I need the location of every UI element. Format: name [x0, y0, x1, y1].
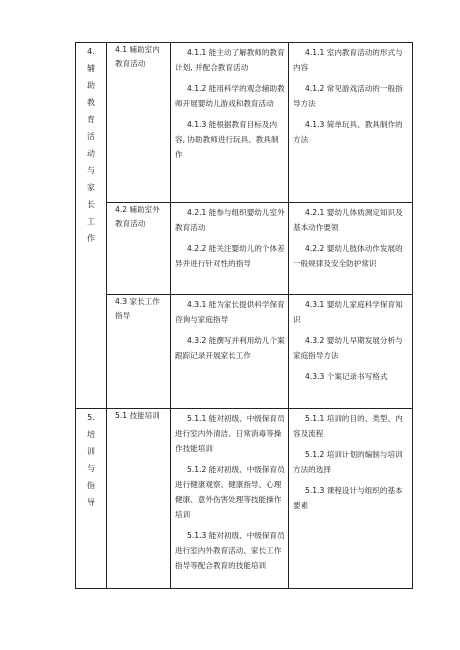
- skills-cell: [171, 203, 289, 295]
- table-row: [76, 295, 413, 409]
- knowledge-cell: [289, 43, 413, 203]
- table-row: [76, 43, 413, 203]
- table-row: [76, 409, 413, 589]
- knowledge-item: 4.3.1 婴幼儿家庭科学保育知识: [293, 300, 403, 324]
- ability-cell: [107, 43, 171, 203]
- ability-label: 4.1 辅助室内教育活动: [115, 45, 160, 68]
- ability-cell: [107, 409, 171, 589]
- skill-item: 4.2.2 能关注婴幼儿的个体差异并进行针对性的指导: [175, 244, 285, 268]
- skill-item: 4.1.1 能主动了解教师的教育计划, 并配合教育活动: [175, 48, 285, 72]
- skill-item: 4.3.2 能撰写并利用幼儿个案跟踪记录开展家长工作: [175, 336, 285, 360]
- category-cell: [76, 409, 107, 589]
- knowledge-item: 5.1.1 培训的目的、类型、内容及流程: [293, 414, 403, 438]
- knowledge-item: 4.2.1 婴幼儿体质测定知识及基本动作要领: [293, 208, 403, 232]
- ability-label: 5.1 技能培训: [115, 411, 160, 420]
- skill-item: 4.2.1 能参与组织婴幼儿室外教育活动: [175, 208, 285, 232]
- knowledge-cell: [289, 295, 413, 409]
- ability-label: 4.2 辅助室外教育活动: [115, 205, 160, 228]
- knowledge-item: 5.1.3 课程设计与组织的基本要素: [293, 486, 403, 510]
- knowledge-cell: [289, 203, 413, 295]
- category-label: 5.培训与指导: [87, 413, 95, 507]
- category-cell: [76, 43, 107, 409]
- knowledge-item: 4.1.1 室内教育活动的形式与内容: [293, 48, 403, 72]
- skill-item: 5.1.1 能对初级、中级保育员进行室内外清洁、日常消毒等操作技能培训: [175, 414, 285, 453]
- table-row: [76, 203, 413, 295]
- category-label: 4.辅助教育活动与家长工作: [87, 47, 95, 243]
- knowledge-cell: [289, 409, 413, 589]
- ability-cell: [107, 295, 171, 409]
- knowledge-item: 4.3.3 个案记录书写格式: [305, 372, 388, 381]
- ability-label: 4.3 家长工作指导: [115, 297, 160, 320]
- skill-item: 4.1.3 能根据教育目标及内容, 协助教师进行玩具、教具制作: [175, 120, 279, 159]
- knowledge-item: 4.1.2 常见游戏活动的一般指导方法: [293, 84, 403, 108]
- knowledge-item: 4.1.3 简单玩具、教具制作的方法: [293, 120, 403, 144]
- skill-item: 4.1.2 能用科学的观念辅助教师开展婴幼儿游戏和教育活动: [175, 84, 285, 108]
- skills-cell: [171, 295, 289, 409]
- ability-cell: [107, 203, 171, 295]
- skills-cell: [171, 409, 289, 589]
- skill-item: 4.3.1 能为家长提供科学保育咨询与家庭指导: [175, 300, 285, 324]
- skill-item: 5.1.3 能对初级、中级保育员进行室内外教育活动、家长工作指导等配合教育的技能培训: [175, 531, 285, 570]
- knowledge-item: 4.2.2 婴幼儿肢体动作发展的一般规律及安全防护常识: [293, 244, 403, 268]
- skills-cell: [171, 43, 289, 203]
- skill-item: 5.1.2 能对初级、中级保育员进行健康观察、健康指导、心理健康、意外伤害处理等技能操作培训: [175, 465, 285, 519]
- knowledge-item: 5.1.2 培训计划的编制与培训方法的选择: [293, 450, 403, 474]
- knowledge-item: 4.3.2 婴幼儿早期发展分析与家庭指导方法: [293, 336, 403, 360]
- requirements-table: [75, 42, 413, 589]
